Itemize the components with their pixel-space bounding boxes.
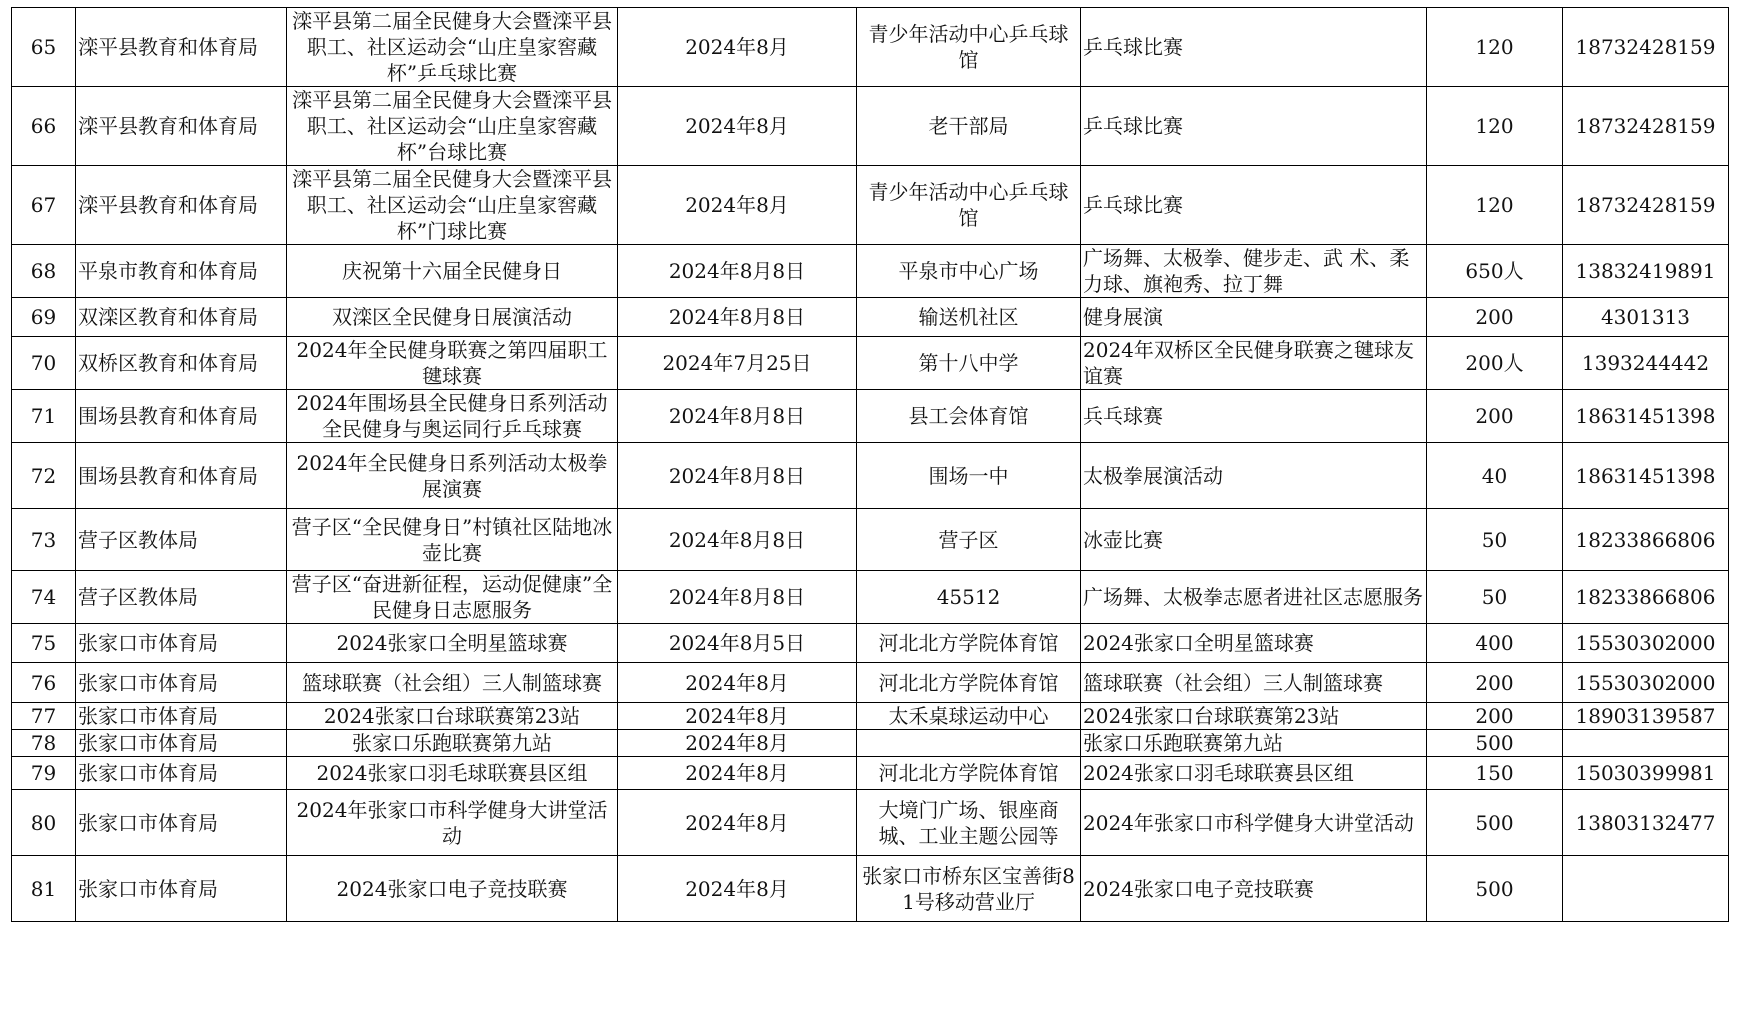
cell-people: 200 <box>1427 298 1563 337</box>
cell-event: 双滦区全民健身日展演活动 <box>287 298 618 337</box>
cell-no: 78 <box>12 730 76 757</box>
table-row <box>12 87 1729 166</box>
cell-phone: 18903139587 <box>1563 703 1729 730</box>
cell-no: 65 <box>12 8 76 87</box>
cell-org: 张家口市体育局 <box>76 757 287 790</box>
cell-event: 张家口乐跑联赛第九站 <box>287 730 618 757</box>
cell-content: 2024张家口电子竞技联赛 <box>1081 856 1427 922</box>
cell-no: 70 <box>12 337 76 390</box>
cell-people: 200 <box>1427 703 1563 730</box>
cell-event: 营子区“全民健身日”村镇社区陆地冰壶比赛 <box>287 509 618 571</box>
cell-no: 69 <box>12 298 76 337</box>
cell-no: 74 <box>12 571 76 624</box>
cell-phone: 18732428159 <box>1563 166 1729 245</box>
table-row <box>12 245 1729 298</box>
cell-phone: 4301313 <box>1563 298 1729 337</box>
cell-venue: 张家口市桥东区宝善街81号移动营业厅 <box>857 856 1081 922</box>
cell-event: 营子区“奋进新征程，运动促健康”全民健身日志愿服务 <box>287 571 618 624</box>
cell-no: 81 <box>12 856 76 922</box>
cell-date: 2024年8月8日 <box>618 443 857 509</box>
cell-org: 双桥区教育和体育局 <box>76 337 287 390</box>
cell-org: 张家口市体育局 <box>76 856 287 922</box>
cell-event: 滦平县第二届全民健身大会暨滦平县职工、社区运动会“山庄皇家窖藏杯”门球比赛 <box>287 166 618 245</box>
cell-content: 广场舞、太极拳志愿者进社区志愿服务 <box>1081 571 1427 624</box>
cell-event: 2024年全民健身日系列活动太极拳展演赛 <box>287 443 618 509</box>
cell-date: 2024年8月8日 <box>618 571 857 624</box>
cell-phone: 15530302000 <box>1563 624 1729 663</box>
cell-venue: 太禾桌球运动中心 <box>857 703 1081 730</box>
cell-phone: 18631451398 <box>1563 390 1729 443</box>
cell-date: 2024年8月 <box>618 856 857 922</box>
cell-no: 76 <box>12 663 76 703</box>
cell-content: 太极拳展演活动 <box>1081 443 1427 509</box>
cell-org: 张家口市体育局 <box>76 624 287 663</box>
table-row <box>12 757 1729 790</box>
cell-org: 张家口市体育局 <box>76 790 287 856</box>
table-row <box>12 790 1729 856</box>
cell-people: 50 <box>1427 509 1563 571</box>
cell-date: 2024年8月8日 <box>618 509 857 571</box>
cell-venue <box>857 730 1081 757</box>
cell-people: 500 <box>1427 856 1563 922</box>
table-row <box>12 509 1729 571</box>
cell-no: 67 <box>12 166 76 245</box>
cell-people: 200 <box>1427 390 1563 443</box>
cell-content: 乒乓球比赛 <box>1081 166 1427 245</box>
cell-date: 2024年8月 <box>618 757 857 790</box>
cell-event: 2024年全民健身联赛之第四届职工毽球赛 <box>287 337 618 390</box>
cell-venue: 县工会体育馆 <box>857 390 1081 443</box>
cell-people: 400 <box>1427 624 1563 663</box>
cell-people: 500 <box>1427 790 1563 856</box>
cell-date: 2024年8月 <box>618 790 857 856</box>
cell-org: 营子区教体局 <box>76 509 287 571</box>
cell-phone: 13832419891 <box>1563 245 1729 298</box>
cell-no: 68 <box>12 245 76 298</box>
table-row <box>12 624 1729 663</box>
cell-org: 围场县教育和体育局 <box>76 443 287 509</box>
cell-venue: 输送机社区 <box>857 298 1081 337</box>
cell-date: 2024年8月 <box>618 166 857 245</box>
cell-date: 2024年8月 <box>618 663 857 703</box>
cell-venue: 青少年活动中心乒乓球馆 <box>857 8 1081 87</box>
events-table <box>11 7 1729 922</box>
cell-event: 滦平县第二届全民健身大会暨滦平县职工、社区运动会“山庄皇家窖藏杯”乒乓球比赛 <box>287 8 618 87</box>
cell-content: 2024年双桥区全民健身联赛之毽球友谊赛 <box>1081 337 1427 390</box>
cell-org: 围场县教育和体育局 <box>76 390 287 443</box>
cell-content: 篮球联赛（社会组）三人制篮球赛 <box>1081 663 1427 703</box>
cell-no: 73 <box>12 509 76 571</box>
cell-people: 200 <box>1427 663 1563 703</box>
cell-date: 2024年8月8日 <box>618 390 857 443</box>
cell-venue: 平泉市中心广场 <box>857 245 1081 298</box>
cell-venue: 围场一中 <box>857 443 1081 509</box>
cell-org: 营子区教体局 <box>76 571 287 624</box>
cell-phone: 15530302000 <box>1563 663 1729 703</box>
table-row <box>12 390 1729 443</box>
cell-event: 篮球联赛（社会组）三人制篮球赛 <box>287 663 618 703</box>
table-row <box>12 166 1729 245</box>
cell-content: 健身展演 <box>1081 298 1427 337</box>
cell-people: 40 <box>1427 443 1563 509</box>
cell-people: 200人 <box>1427 337 1563 390</box>
cell-phone: 18631451398 <box>1563 443 1729 509</box>
cell-event: 2024年张家口市科学健身大讲堂活动 <box>287 790 618 856</box>
cell-date: 2024年8月 <box>618 87 857 166</box>
cell-no: 72 <box>12 443 76 509</box>
cell-date: 2024年8月8日 <box>618 298 857 337</box>
cell-no: 66 <box>12 87 76 166</box>
cell-date: 2024年8月 <box>618 703 857 730</box>
cell-phone: 18233866806 <box>1563 571 1729 624</box>
cell-org: 双滦区教育和体育局 <box>76 298 287 337</box>
table-row <box>12 730 1729 757</box>
cell-content: 2024张家口台球联赛第23站 <box>1081 703 1427 730</box>
table-row <box>12 443 1729 509</box>
cell-phone: 15030399981 <box>1563 757 1729 790</box>
cell-org: 滦平县教育和体育局 <box>76 8 287 87</box>
cell-content: 张家口乐跑联赛第九站 <box>1081 730 1427 757</box>
cell-event: 2024张家口全明星篮球赛 <box>287 624 618 663</box>
cell-phone <box>1563 856 1729 922</box>
cell-no: 75 <box>12 624 76 663</box>
cell-phone: 18233866806 <box>1563 509 1729 571</box>
cell-venue: 第十八中学 <box>857 337 1081 390</box>
cell-no: 80 <box>12 790 76 856</box>
cell-date: 2024年8月5日 <box>618 624 857 663</box>
table-row <box>12 663 1729 703</box>
cell-event: 2024张家口电子竞技联赛 <box>287 856 618 922</box>
cell-event: 滦平县第二届全民健身大会暨滦平县职工、社区运动会“山庄皇家窖藏杯”台球比赛 <box>287 87 618 166</box>
cell-venue: 河北北方学院体育馆 <box>857 663 1081 703</box>
cell-no: 79 <box>12 757 76 790</box>
cell-content: 乒乓球比赛 <box>1081 8 1427 87</box>
cell-people: 120 <box>1427 166 1563 245</box>
cell-venue: 大境门广场、银座商城、工业主题公园等 <box>857 790 1081 856</box>
cell-org: 张家口市体育局 <box>76 703 287 730</box>
cell-phone: 13803132477 <box>1563 790 1729 856</box>
cell-people: 150 <box>1427 757 1563 790</box>
cell-content: 广场舞、太极拳、健步走、武 术、柔力球、旗袍秀、拉丁舞 <box>1081 245 1427 298</box>
cell-phone: 18732428159 <box>1563 8 1729 87</box>
cell-venue: 老干部局 <box>857 87 1081 166</box>
table-row <box>12 703 1729 730</box>
cell-org: 张家口市体育局 <box>76 663 287 703</box>
cell-org: 平泉市教育和体育局 <box>76 245 287 298</box>
cell-event: 2024张家口羽毛球联赛县区组 <box>287 757 618 790</box>
cell-content: 2024年张家口市科学健身大讲堂活动 <box>1081 790 1427 856</box>
cell-venue: 河北北方学院体育馆 <box>857 757 1081 790</box>
cell-content: 冰壶比赛 <box>1081 509 1427 571</box>
cell-event: 庆祝第十六届全民健身日 <box>287 245 618 298</box>
cell-no: 77 <box>12 703 76 730</box>
cell-venue: 营子区 <box>857 509 1081 571</box>
cell-people: 120 <box>1427 8 1563 87</box>
table-row <box>12 571 1729 624</box>
cell-date: 2024年8月8日 <box>618 245 857 298</box>
cell-org: 滦平县教育和体育局 <box>76 166 287 245</box>
cell-content: 2024张家口羽毛球联赛县区组 <box>1081 757 1427 790</box>
cell-people: 120 <box>1427 87 1563 166</box>
cell-event: 2024张家口台球联赛第23站 <box>287 703 618 730</box>
cell-content: 兵乓球赛 <box>1081 390 1427 443</box>
cell-phone <box>1563 730 1729 757</box>
cell-no: 71 <box>12 390 76 443</box>
cell-event: 2024年围场县全民健身日系列活动全民健身与奥运同行乒乓球赛 <box>287 390 618 443</box>
cell-date: 2024年7月25日 <box>618 337 857 390</box>
cell-date: 2024年8月 <box>618 730 857 757</box>
table-row <box>12 337 1729 390</box>
cell-people: 650人 <box>1427 245 1563 298</box>
table-body <box>12 8 1729 922</box>
table-row <box>12 8 1729 87</box>
cell-org: 张家口市体育局 <box>76 730 287 757</box>
cell-venue: 青少年活动中心乒乓球馆 <box>857 166 1081 245</box>
cell-venue: 45512 <box>857 571 1081 624</box>
cell-people: 500 <box>1427 730 1563 757</box>
cell-content: 2024张家口全明星篮球赛 <box>1081 624 1427 663</box>
cell-date: 2024年8月 <box>618 8 857 87</box>
cell-venue: 河北北方学院体育馆 <box>857 624 1081 663</box>
cell-phone: 1393244442 <box>1563 337 1729 390</box>
table-row <box>12 856 1729 922</box>
cell-phone: 18732428159 <box>1563 87 1729 166</box>
table-row <box>12 298 1729 337</box>
cell-content: 乒乓球比赛 <box>1081 87 1427 166</box>
cell-org: 滦平县教育和体育局 <box>76 87 287 166</box>
cell-people: 50 <box>1427 571 1563 624</box>
